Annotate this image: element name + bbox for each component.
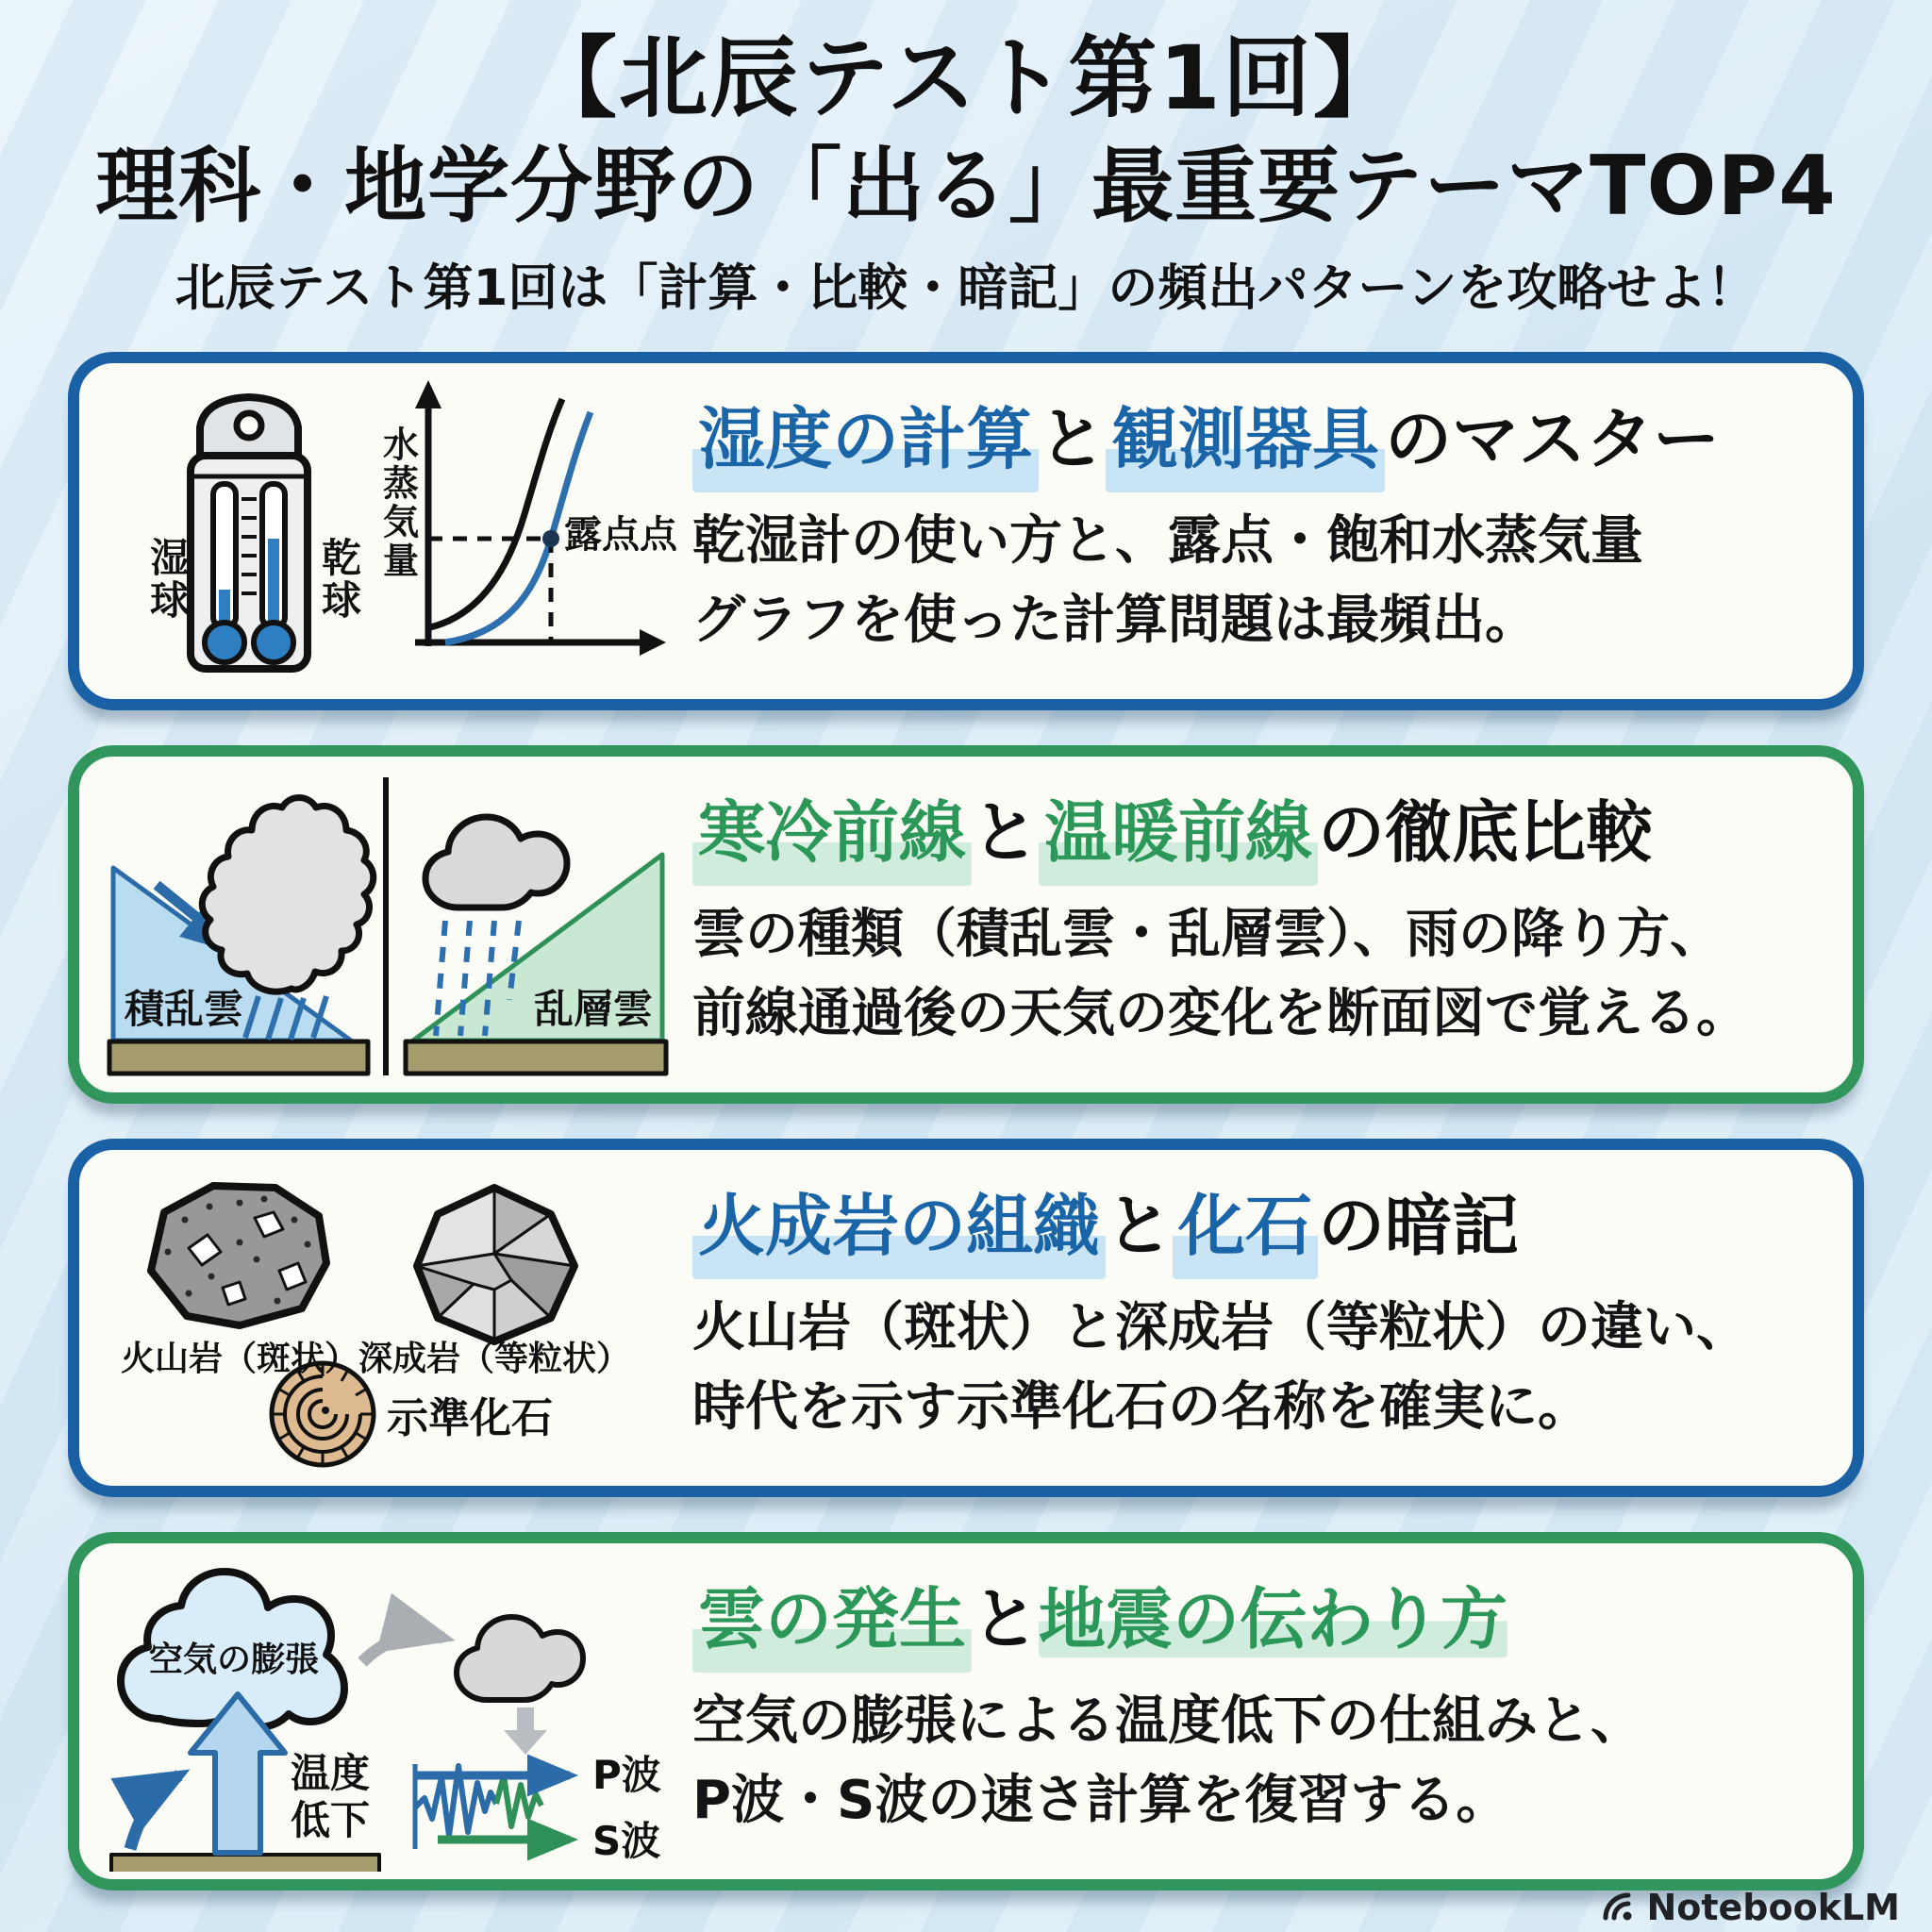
plutonic-rock [417,1188,575,1341]
card-clouds-seismic [68,1532,1864,1890]
keyword-2: 化石 [1173,1189,1318,1279]
card-title [692,402,1824,477]
page-title-line1: 【北辰テスト第1回】 [528,27,1404,130]
title-join: と [1039,400,1107,479]
warm-front-panel [406,817,666,1074]
card-text-column [683,795,1824,1054]
keyword-2: 地震の伝わり方 [1039,1580,1508,1659]
nimbostratus-label: 乱層雲 [534,986,654,1033]
title-join: と [972,793,1040,873]
thermometer [191,397,308,669]
brand-name: NotebookLM [1646,1887,1900,1928]
plutonic-rock-label: 深成岩（等粒状） [358,1340,630,1379]
keyword-1: 湿度の計算 [692,402,1039,492]
title-tail: の暗記 [1318,1187,1520,1266]
air-expansion-label: 空気の膨張 [148,1641,319,1680]
fronts-illustration [98,764,683,1085]
card-body [692,895,1824,1054]
volcanic-rock [151,1186,326,1325]
body-line-1: 乾湿計の使い方と、露点・飽和水蒸気量 [692,509,1643,572]
card-text-column [683,1189,1824,1447]
body-line-1: 雲の種類（積乱雲・乱層雲）、雨の降り方、 [692,903,1723,965]
card-body [692,1289,1824,1447]
fronts-diagram-svg [98,764,683,1085]
clouds-seismic-illustration [98,1551,683,1872]
title-tail: の徹底比較 [1318,793,1654,873]
page-title-line2: 理科・地学分野の「出る」最重要テーマTOP4 [95,137,1837,234]
temp-drop-label-line2: 低下 [291,1797,371,1844]
cumulonimbus-label: 積乱雲 [125,986,244,1033]
index-fossil-label: 示準化石 [387,1394,553,1443]
body-line-1: 火山岩（斑状）と深成岩（等粒状）の違い、 [692,1296,1749,1358]
card-title [692,1189,1824,1264]
notebooklm-logo-icon [1599,1889,1637,1926]
keyword-1: 火成岩の組織 [692,1189,1106,1279]
dew-point-label: 露点点 [564,513,677,558]
keyword-2: 観測器具 [1106,402,1385,492]
keyword-1: 雲の発生 [692,1582,972,1673]
page-header [0,0,1932,320]
resulting-cloud-and-waves [362,1617,583,1849]
dry-bulb-label: 乾球 [316,537,363,623]
rocks-illustration [98,1158,683,1478]
keyword-1: 寒冷前線 [692,795,972,886]
temp-drop-label-line1: 温度 [291,1750,371,1797]
card-title [692,795,1824,871]
card-rocks-fossils [68,1139,1864,1497]
title-tail: のマスター [1385,400,1721,479]
card-text-column [683,402,1824,660]
body-line-1: 空気の膨張による温度低下の仕組みと、 [692,1690,1643,1752]
volcanic-rock-label: 火山岩（斑状） [120,1340,358,1379]
humidity-illustration [98,371,683,691]
p-wave-label: P波 [592,1752,661,1799]
title-join: と [972,1580,1040,1659]
card-title [692,1582,1824,1657]
card-humidity [68,352,1864,710]
body-line-2: P波・S波の速さ計算を復習する。 [692,1769,1509,1831]
card-body [692,502,1824,660]
theme-card-list [0,320,1932,1890]
body-line-2: グラフを使った計算問題は最頻出。 [692,589,1538,651]
wet-bulb-label: 湿球 [144,537,192,623]
brand-watermark [1599,1887,1900,1928]
card-body [692,1682,1824,1840]
page-subtitle: 北辰テスト第1回は「計算・比較・暗記」の頻出パターンを攻略せよ！ [175,259,1757,318]
card-fronts [68,745,1864,1104]
card-text-column [683,1582,1824,1840]
body-line-2: 時代を示す示準化石の名称を確実に。 [692,1375,1591,1438]
s-wave-label: S波 [592,1818,661,1865]
body-line-2: 前線通過後の天気の変化を断面図で覚える。 [692,982,1749,1044]
keyword-2: 温暖前線 [1039,795,1318,886]
cold-front-panel [109,798,374,1074]
title-join: と [1106,1187,1174,1266]
y-axis-label: 水蒸気量 [376,425,419,581]
